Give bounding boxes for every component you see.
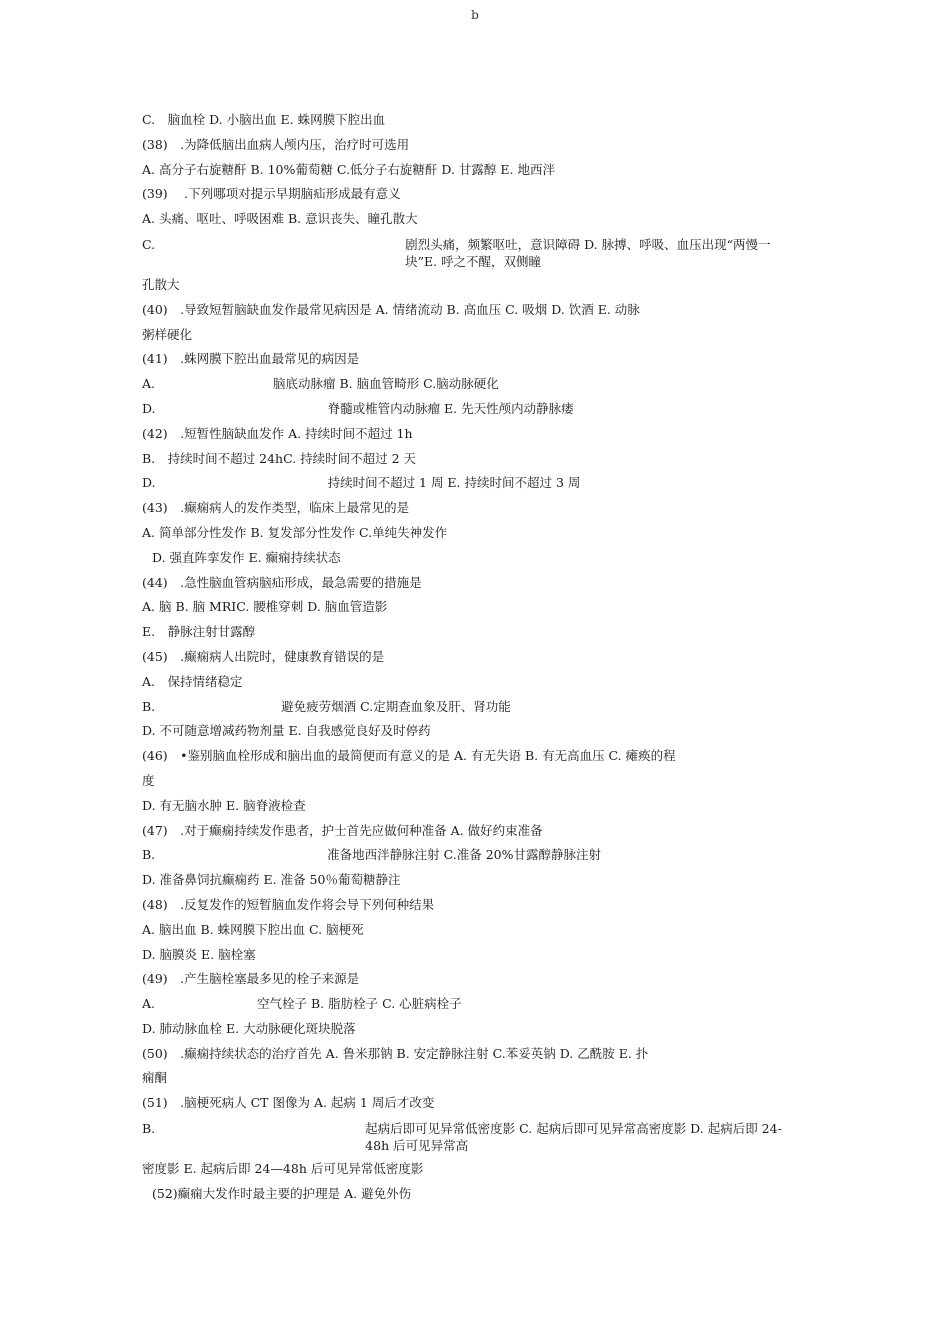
options-45-a: A. 保持情绪稳定 [142,673,243,689]
options-46-de: D. 有无脑水肿 E. 脑脊液检查 [142,797,306,813]
question-43: (43) .癫痫病人的发作类型，临床上最常见的是 [142,500,410,516]
options-45-de: D. 不可随意增减药物剂量 E. 自我感觉良好及时停药 [142,723,431,739]
question-42: (42) .短暂性脑缺血发作 A. 持续时间不超过 1h [142,425,413,441]
text-line: 孔散大 [142,276,180,292]
option-text: 脊髓或椎管内动脉瘤 E. 先天性颅内动静脉瘘 [327,400,574,416]
question-51: (51) .脑梗死病人 CT 图像为 A. 起病 1 周后才改变 [142,1095,435,1111]
options-51-bcd [142,1116,802,1157]
options-49-abc [142,992,802,1017]
option-label: A. [142,376,156,392]
options-48-abc: A. 脑出血 B. 蛛网膜下腔出血 C. 脑梗死 [142,921,364,937]
options-42-b: B. 持续时间不超过 24hC. 持续时间不超过 2 天 [142,450,417,466]
text-line: C. 脑血栓 D. 小脑出血 E. 蛛网膜下腔出血 [142,112,386,127]
option-text: 剧烈头痛，频繁呕吐，意识障碍 D. 脉搏、呼吸、血压出现“两慢一块”E. 呼之不醒，双侧瞳 [405,236,771,269]
option-label: D. [142,475,156,491]
question-46: (46) •鉴别脑血栓形成和脑出血的最简便而有意义的是 A. 有无失语 B. 有无高血压 C. 瘫痪的程 [142,748,676,764]
options-45-bc [142,695,802,720]
options-51-e: 密度影 E. 起病后即 24—48h 后可见异常低密度影 [142,1161,424,1177]
question-45: (45) .癫痫病人出院时，健康教育错误的是 [142,648,385,664]
question-44: (44) .急性脑血管病脑疝形成，最急需要的措施是 [142,574,422,590]
options-38: A. 高分子右旋糖酐 B. 10%葡萄糖 C.低分子右旋糖酐 D. 甘露醇 E. 地西泮 [142,161,555,177]
option-label: B. [142,847,156,863]
option-text: 空气栓子 B. 脂肪栓子 C. 心脏病栓子 [257,996,462,1012]
options-39-ab: A. 头痛、呕吐、呼吸困难 B. 意识丧失、瞳孔散大 [142,211,418,227]
text-line: 粥样硬化 [142,326,193,342]
question-49: (49) .产生脑栓塞最多见的栓子来源是 [142,971,360,987]
option-label: B. [142,698,156,714]
option-label: B. [142,1121,156,1137]
text-line: 痫酮 [142,1070,168,1086]
document-body [142,108,802,1207]
option-text: 持续时间不超过 1 周 E. 持续时间不超过 3 周 [327,475,581,491]
question-50: (50) .癫痫持续状态的治疗首先 A. 鲁米那钠 B. 安定静脉注射 C.苯妥英钠 D. 乙酰胺 E. 扑 [142,1045,649,1061]
question-52: (52)癫痫大发作时最主要的护理是 A. 避免外伤 [152,1185,412,1201]
options-44-e: E. 静脉注射甘露醇 [142,624,256,640]
options-49-de: D. 肺动脉血栓 E. 大动脉硬化斑块脱落 [142,1020,356,1036]
options-44-abcd: A. 脑 B. 脑 MRIC. 腰椎穿刺 D. 脑血管造影 [142,599,388,615]
question-47: (47) .对于癫痫持续发作患者，护士首先应做何种准备 A. 做好约束准备 [142,822,543,838]
option-label: C. [142,236,156,252]
options-47-bc [142,843,802,868]
option-text: 起病后即可见异常低密度影 C. 起病后即可见异常高密度影 D. 起病后即 24-48h 后可见异常高 [365,1121,782,1154]
options-42-d [142,471,802,496]
options-41-a [142,372,802,397]
question-39: (39) .下列哪项对提示早期脑疝形成最有意义 [142,186,401,202]
option-label: D. [142,400,156,416]
option-text: 避免疲劳烟酒 C.定期查血象及肝、肾功能 [281,698,511,714]
page-header: b [471,8,479,22]
option-text: 脑底动脉瘤 B. 脑血管畸形 C.脑动脉硬化 [273,376,499,392]
question-48: (48) .反复发作的短暂脑血发作将会导下列何种结果 [142,896,435,912]
options-43-abc: A. 简单部分性发作 B. 复发部分性发作 C.单纯失神发作 [142,524,448,540]
option-label: A. [142,996,156,1012]
options-48-de: D. 脑膜炎 E. 脑栓塞 [142,946,256,962]
option-text: 准备地西泮静脉注射 C.准备 20%甘露醇静脉注射 [327,847,601,863]
question-40: (40) .导致短暂脑缺血发作最常见病因是 A. 情绪流动 B. 高血压 C. 吸烟 D. 饮酒 E. 动脉 [142,301,640,317]
text-line: 度 [142,772,155,788]
options-41-d [142,397,802,422]
options-43-de: D. 强直阵挛发作 E. 癫痫持续状态 [152,549,341,565]
options-39-c [142,232,802,273]
question-38: (38) .为降低脑出血病人颅内压，治疗时可选用 [142,136,410,152]
options-47-de: D. 准备鼻饲抗癫痫药 E. 准备 50％葡萄糖静注 [142,872,401,888]
question-41: (41) .蛛网膜下腔出血最常见的病因是 [142,351,360,367]
